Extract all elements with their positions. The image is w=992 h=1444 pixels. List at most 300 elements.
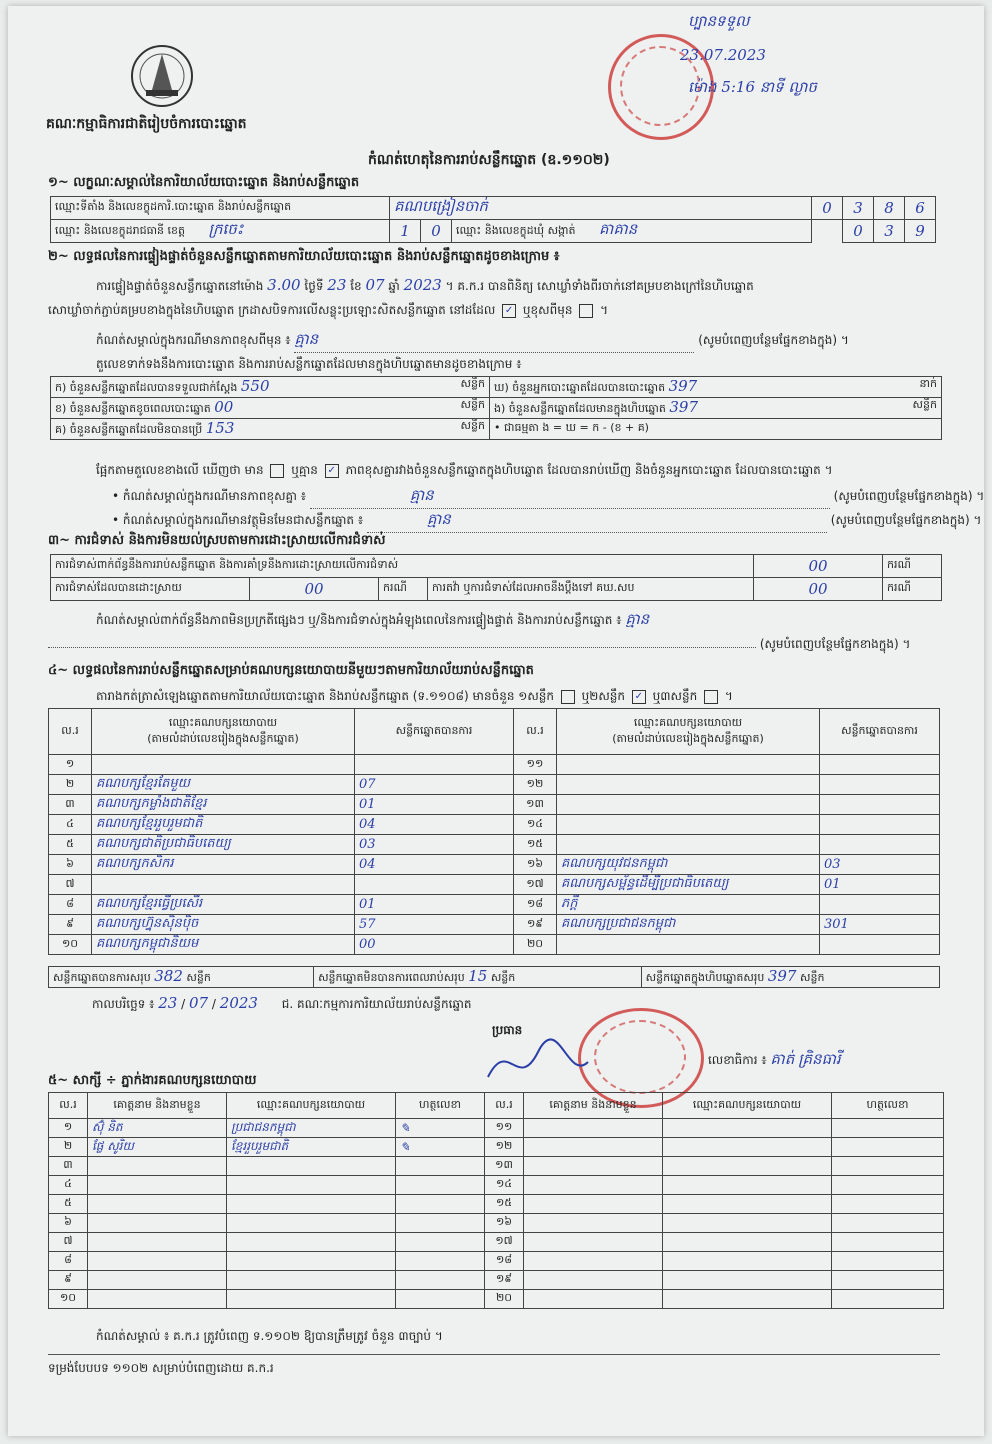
chair-signature	[478, 1032, 598, 1096]
fill-more-note: (សូមបំពេញបន្ថែមផ្នែកខាងក្នុង) ។	[830, 513, 982, 527]
verify-line1-end: ។ គ.ក.រ បានពិនិត្យ សោឃ្លាំទាំងពីរចាក់នៅគម្របខាងក្រៅនៃហិបឆ្នោត	[445, 279, 754, 293]
persons-unit: នាក់	[919, 377, 937, 390]
compare-line	[96, 462, 833, 480]
date-day: 23	[158, 994, 178, 1012]
witness-party	[663, 1176, 832, 1195]
total-invalid-label: សន្លឹកឆ្នោតមិនបានការពេលរាប់សរុប	[318, 971, 465, 984]
party-votes: 04	[355, 815, 514, 835]
committee-label: ជ. គណៈកម្មការការិយាល័យរាប់សន្លឹកឆ្នោត	[281, 997, 472, 1011]
party-name	[557, 835, 820, 855]
party-no: ៧	[49, 875, 92, 895]
witness-signature	[832, 1176, 944, 1195]
fill-more-note: (សូមបំពេញបន្ថែមផ្នែកខាងក្នុង) ។	[833, 489, 985, 503]
party-name	[557, 775, 820, 795]
verify-note-label: កំណត់សម្គាល់ក្នុងករណីមានភាពខុសពីមុន ៖	[96, 333, 291, 347]
witness-signature	[396, 1233, 485, 1252]
witness-no: ២	[49, 1138, 88, 1157]
witness-signature	[396, 1252, 485, 1271]
witness-signature	[396, 1176, 485, 1195]
witness-party	[227, 1195, 396, 1214]
box-ballots-value: 397	[669, 398, 699, 416]
form-page	[8, 6, 984, 1436]
col-sign-header: ហត្ថលេខា	[832, 1093, 944, 1119]
table-row	[49, 1138, 944, 1157]
diff-note-line	[112, 486, 984, 509]
witness-party	[663, 1290, 832, 1309]
verify-line2: សោឃ្លាំចាក់ភ្ជាប់គម្របខាងក្នុងនៃហិបឆ្នោត ក្រដាសបិទការលើសន្លុះប្រឡោះសិតសន្លឹកឆ្នោត នៅដដែល ✓ ឬខុសពីមុន ។	[48, 303, 608, 317]
verify-time: 3.00	[267, 276, 301, 294]
verify-month: 07	[365, 276, 385, 294]
figures-intro: តួលេខទាក់ទងនឹងការបោះឆ្នោត និងការរាប់សន្លឹកឆ្នោតដែលមានក្នុងហិបឆ្នោតមានដូចខាងក្រោម ៖	[96, 357, 522, 371]
witness-name	[88, 1214, 227, 1233]
col-party-header-line2: (តាមលំដាប់លេខរៀងក្នុងសន្លឹកឆ្នោត)	[147, 731, 299, 745]
party-votes	[820, 815, 940, 835]
witness-party	[663, 1157, 832, 1176]
witness-name	[88, 1252, 227, 1271]
case-unit: ករណី	[883, 578, 942, 601]
table-row	[49, 1252, 944, 1271]
tally-sheet-intro: តារាងកត់ត្រាសំឡេងឆ្នោតតាមការិយាល័យបោះឆ្នោត និងរាប់សន្លឹកឆ្នោត (ទ.១១០៨) មានចំនួន ១សន្លឹក	[96, 689, 554, 703]
has-difference-checkbox[interactable]	[270, 464, 284, 478]
party-votes	[355, 755, 514, 775]
verify-day: 23	[327, 276, 347, 294]
party-no: ១៥	[514, 835, 557, 855]
commune-code-digit: 9	[905, 220, 936, 243]
commune-cell	[452, 220, 812, 243]
end-mark: ។	[724, 689, 733, 703]
witness-name	[88, 1157, 227, 1176]
table-row	[49, 1271, 944, 1290]
col-votes-header: សន្លឹកឆ្នោតបានការ	[820, 709, 940, 755]
party-name: គណបក្សជាតិប្រជាធិបតេយ្យ	[92, 835, 355, 855]
date-year: 2023	[219, 994, 258, 1012]
col-party-header-line2: (តាមលំដាប់លេខរៀងក្នុងសន្លឹកឆ្នោត)	[612, 731, 764, 745]
witness-name	[88, 1176, 227, 1195]
unit-label: សន្លឹក	[799, 971, 825, 984]
complaints-table	[50, 554, 942, 601]
witness-party: ខ្មែររួបរួមជាតិ	[227, 1138, 396, 1157]
spoiled-ballots-label: ខ) ចំនួនសន្លឹកឆ្នោតខូចពេលបោះឆ្នោត	[55, 402, 211, 415]
section3-heading: ៣~ ការជំទាស់ និងការមិនយល់ស្របតាមការដោះស្រាយលើការជំទាស់	[48, 533, 386, 548]
party-votes: 01	[355, 795, 514, 815]
witness-name	[524, 1271, 663, 1290]
witness-name	[88, 1233, 227, 1252]
irregularity-note-value: គ្មាន	[625, 610, 650, 628]
verify-line2-text: សោឃ្លាំចាក់ភ្ជាប់គម្របខាងក្នុងនៃហិបឆ្នោត ក្រដាសបិទការលើសន្លុះប្រឡោះសិតសន្លឹកឆ្នោត នៅដដែល	[48, 303, 496, 317]
witness-no: ១៦	[485, 1214, 524, 1233]
table-row	[49, 1195, 944, 1214]
witness-no: ៨	[49, 1252, 88, 1271]
witness-party	[663, 1119, 832, 1138]
verify-note-value: គ្មាន	[294, 330, 694, 353]
party-no: ១១	[514, 755, 557, 775]
total-box-value: 397	[767, 967, 797, 985]
date-line: កាលបរិច្ឆេទ ៖ 23 / 07 / 2023 ជ. គណៈកម្មការការិយាល័យរាប់សន្លឹកឆ្នោត	[92, 994, 472, 1012]
witness-signature	[396, 1195, 485, 1214]
same-checkbox[interactable]: ✓	[502, 304, 516, 318]
secretary-line: លេខាធិការ ៖ គាត់ គ្រិនធារី	[708, 1050, 841, 1068]
party-name: គណបក្សកសិករ	[92, 855, 355, 875]
witness-signature	[396, 1290, 485, 1309]
commune-code-digit: 3	[874, 220, 905, 243]
formula-text: • ជាធម្មតា ង = ឃ = ក - (ខ + គ)	[490, 419, 942, 440]
witness-party	[227, 1252, 396, 1271]
witness-name	[524, 1252, 663, 1271]
object-note-line	[112, 510, 981, 533]
witness-no: ១៩	[485, 1271, 524, 1290]
party-no: ១០	[49, 935, 92, 955]
s1-row2-label	[51, 220, 390, 243]
party-name: គណបក្សខ្មែរតែមួយ	[92, 775, 355, 795]
witness-no: ១០	[49, 1290, 88, 1309]
party-name: គណបក្សហ្វ៊ុនស៊ិនប៉ិច	[92, 915, 355, 935]
nec-emblem-icon	[128, 40, 196, 112]
two-sheets-checkbox[interactable]: ✓	[632, 690, 646, 704]
witness-name	[524, 1233, 663, 1252]
party-votes	[355, 875, 514, 895]
diff-note-label: • កំណត់សម្គាល់ក្នុងករណីមានភាពខុសគ្នា ៖	[112, 489, 307, 503]
witness-no: ១៤	[485, 1176, 524, 1195]
witness-no: ៤	[49, 1176, 88, 1195]
witness-name	[524, 1157, 663, 1176]
witness-party	[663, 1214, 832, 1233]
table-row	[49, 1214, 944, 1233]
total-valid-value: 382	[154, 967, 183, 985]
col-votes-header: សន្លឹកឆ្នោតបានការ	[355, 709, 514, 755]
witness-party	[227, 1290, 396, 1309]
col-party-header-line1: ឈ្មោះគណបក្សនយោបាយ	[168, 715, 278, 729]
province-code-digit: 0	[421, 220, 452, 243]
section1-table	[50, 196, 936, 243]
unit-label: សន្លឹក	[460, 419, 485, 432]
witness-signature: ✎	[396, 1119, 485, 1138]
witness-signature	[832, 1138, 944, 1157]
party-name: គណបក្សកម្លាំងជាតិខ្មែរ	[92, 795, 355, 815]
witness-party	[663, 1271, 832, 1290]
party-name	[557, 795, 820, 815]
footer-divider	[48, 1354, 940, 1355]
verify-day-label: ថ្ងៃទី	[304, 279, 324, 293]
table-row	[49, 755, 940, 775]
party-votes	[820, 835, 940, 855]
commune-code-digit: 0	[843, 220, 874, 243]
three-sheets-checkbox[interactable]	[704, 690, 718, 704]
section4-heading: ៤~ លទ្ធផលនៃការរាប់សន្លឹកឆ្នោតសម្រាប់គណបក្សនយោបាយនីមួយៗតាមការិយាល័យរាប់សន្លឹកឆ្នោត	[48, 663, 534, 678]
party-votes	[820, 895, 940, 915]
col-no-header: ល.រ	[49, 709, 92, 755]
party-no: ១៨	[514, 895, 557, 915]
party-votes: 04	[355, 855, 514, 875]
three-sheets-label: ឬ៣សន្លឹក	[652, 689, 698, 703]
witness-party	[663, 1138, 832, 1157]
compare-has-label: ផ្អែកតាមតួលេខខាងលើ ឃើញថា មាន	[96, 463, 264, 477]
spoiled-ballots-value: 00	[214, 398, 234, 416]
col-no-header: ល.រ	[49, 1093, 88, 1119]
table-row	[49, 795, 940, 815]
compare-text: ភាពខុសគ្នារវាងចំនួនសន្លឹកឆ្នោតក្នុងហិបឆ្នោត ដែលបានរាប់ឃើញ និងចំនួនអ្នកបោះឆ្នោត ដែលបានបោះឆ្នោត ។	[345, 463, 833, 477]
verify-time-label: ការផ្ទៀងផ្ទាត់ចំនួនសន្លឹកឆ្នោតនៅម៉ោង	[96, 279, 264, 293]
case-unit: ករណី	[379, 578, 428, 601]
party-name	[92, 755, 355, 775]
col-party-header	[92, 709, 355, 755]
col-sign-header: ហត្ថលេខា	[396, 1093, 485, 1119]
party-name: គណបក្សប្រជាជនកម្ពុជា	[557, 915, 820, 935]
secretary-name: គ្រិនធារី	[798, 1050, 841, 1068]
witness-party	[663, 1233, 832, 1252]
different-label: ឬខុសពីមុន	[522, 303, 573, 317]
unit-label: សន្លឹក	[186, 971, 211, 984]
witness-signature	[832, 1214, 944, 1233]
party-votes: 01	[820, 875, 940, 895]
witness-name: ផ្លែ សូរិយ	[88, 1138, 227, 1157]
witness-name	[524, 1119, 663, 1138]
commune-label: ឈ្មោះ និងលេខក្ខុដឃុំ សង្កាត់	[456, 224, 576, 237]
diff-note-value: គ្មាន	[310, 486, 830, 509]
party-no: ៩	[49, 915, 92, 935]
no-difference-checkbox[interactable]: ✓	[325, 464, 339, 478]
table-row	[49, 1176, 944, 1195]
received-ballots-value: 550	[240, 377, 270, 395]
witness-name	[88, 1290, 227, 1309]
commune-value: គាគាន	[599, 220, 638, 238]
unused-ballots-value: 153	[205, 419, 235, 437]
party-no: ៨	[49, 895, 92, 915]
witness-signature	[832, 1233, 944, 1252]
party-name: ភក្តី	[557, 895, 820, 915]
party-no: ៥	[49, 835, 92, 855]
witness-signature	[832, 1290, 944, 1309]
form-footer: ទម្រង់បែបបទ ១១០២ សម្រាប់បំពេញដោយ គ.ក.រ	[48, 1361, 274, 1375]
party-no: ១២	[514, 775, 557, 795]
table-row	[49, 815, 940, 835]
s1-code-digit: 3	[843, 197, 874, 220]
date-label: កាលបរិច្ឆេទ ៖	[92, 997, 155, 1011]
witness-name	[88, 1271, 227, 1290]
witness-party	[227, 1176, 396, 1195]
different-checkbox[interactable]	[579, 304, 593, 318]
witness-no: ៧	[49, 1233, 88, 1252]
witness-signature	[396, 1271, 485, 1290]
verify-month-label: ខែ	[350, 279, 362, 293]
section5-heading: ៥~ សាក្សី ÷ ភ្នាក់ងារគណបក្សនយោបាយ	[48, 1073, 257, 1088]
party-no: ៦	[49, 855, 92, 875]
party-no: ១៣	[514, 795, 557, 815]
table-row	[49, 775, 940, 795]
col-party-header: ឈ្មោះគណបក្សនយោបាយ	[663, 1093, 832, 1119]
s1-code-digit: 6	[905, 197, 936, 220]
table-row	[49, 895, 940, 915]
party-votes: 57	[355, 915, 514, 935]
witness-signature	[832, 1157, 944, 1176]
province-value: ក្រចេះ	[208, 220, 244, 238]
province-label: ឈ្មោះ និងលេខក្ខុដរាជធានី ខេត្ត	[55, 224, 185, 237]
voters-label: ឃ) ចំនួនអ្នកបោះឆ្នោតដែលបានបោះឆ្នោត	[494, 381, 666, 394]
witness-party: ប្រជាជនកម្ពុជា	[227, 1119, 396, 1138]
witness-no: ៩	[49, 1271, 88, 1290]
col-name-header: គោត្តនាម និងនាមខ្លួន	[524, 1093, 663, 1119]
case-unit: ករណី	[883, 555, 942, 578]
witness-no: ៦	[49, 1214, 88, 1233]
witness-no: ១២	[485, 1138, 524, 1157]
witness-name	[524, 1290, 663, 1309]
col-no-header: ល.រ	[485, 1093, 524, 1119]
col-name-header: គោត្តនាម និងនាមខ្លួន	[88, 1093, 227, 1119]
appeal-complaints-label: ការតវ៉ា ឬការជំទាស់ដែលអាចនឹងប្តឹងទៅ គឃ.សប	[428, 578, 754, 601]
witness-party	[663, 1195, 832, 1214]
complaint-row1-label: ការជំទាស់ពាក់ព័ន្ធនឹងការរាប់សន្លឹកឆ្នោត និងការគាំទ្រនឹងការដោះស្រាយលើការជំទាស់	[55, 558, 399, 571]
figures-table	[50, 376, 942, 440]
party-votes	[820, 795, 940, 815]
fill-more-note: (សូមបំពេញបន្ថែមផ្នែកខាងក្នុង) ។	[759, 637, 911, 651]
received-ballots-label: ក) ចំនួនសន្លឹកឆ្នោតដែលបានទទួលជាក់ស្តែង	[55, 381, 238, 394]
witness-party	[663, 1252, 832, 1271]
footnote: កំណត់សម្គាល់ ៖ គ.ក.រ ត្រូវបំពេញ ទ.១១០២ ឱ្យបានត្រឹមត្រូវ ចំនួន ៣ច្បាប់ ។	[96, 1329, 443, 1343]
party-votes	[820, 775, 940, 795]
resolved-complaints-label: ការជំទាស់ដែលបានដោះស្រាយ	[51, 578, 250, 601]
witness-signature	[832, 1195, 944, 1214]
verify-note-line	[96, 330, 849, 353]
party-no: ១៩	[514, 915, 557, 935]
witness-no: ១៥	[485, 1195, 524, 1214]
witness-name: ស៊ុំ និត	[88, 1119, 227, 1138]
committee-stamp-inner	[594, 1020, 686, 1094]
party-name	[557, 815, 820, 835]
irregularity-note-line	[96, 610, 649, 632]
table-row	[49, 835, 940, 855]
object-note-value: គ្មាន	[367, 510, 827, 533]
party-name: គណបក្សកម្ពុជានិយម	[92, 935, 355, 955]
table-row	[49, 875, 940, 895]
witness-party	[227, 1271, 396, 1290]
verify-year: 2023	[403, 276, 442, 294]
witness-signature	[832, 1271, 944, 1290]
party-no: ១៧	[514, 875, 557, 895]
party-name: គណបក្សសម្ព័ន្ធដើម្បីប្រជាធិបតេយ្យ	[557, 875, 820, 895]
table-row	[49, 855, 940, 875]
witness-table	[48, 1092, 944, 1309]
object-note-label: • កំណត់សម្គាល់ក្នុងករណីមានវត្ថុមិនមែនជាសន្លឹកឆ្នោត ៖	[112, 513, 364, 527]
col-party-header: ឈ្មោះគណបក្សនយោបាយ	[227, 1093, 396, 1119]
col-party-header	[557, 709, 820, 755]
complaint-row1-value: 00	[754, 555, 883, 578]
unit-label: សន្លឹក	[912, 398, 937, 411]
table-row	[49, 1119, 944, 1138]
party-votes: 01	[355, 895, 514, 915]
secretary-label: លេខាធិការ	[708, 1053, 758, 1067]
witness-no: ១១	[485, 1119, 524, 1138]
fill-more-note: (សូមបំពេញបន្ថែមផ្នែកខាងក្នុង) ។	[698, 333, 849, 347]
party-no: ១	[49, 755, 92, 775]
compare-none-label: ឬគ្មាន	[291, 463, 318, 477]
total-valid-label: សន្លឹកឆ្នោតបានការសរុប	[53, 971, 151, 984]
committee-name: គណៈកម្មាធិការជាតិរៀបចំការបោះឆ្នោត	[46, 116, 247, 132]
unit-label: សន្លឹក	[460, 398, 485, 411]
witness-no: ៥	[49, 1195, 88, 1214]
witness-name	[524, 1138, 663, 1157]
party-name: គណបក្សខ្មែរធ្វើប្រសើរ	[92, 895, 355, 915]
party-votes: 301	[820, 915, 940, 935]
witness-no: ១៣	[485, 1157, 524, 1176]
party-votes	[820, 935, 940, 955]
witness-party	[227, 1214, 396, 1233]
voters-value: 397	[668, 377, 698, 395]
page-title: កំណត់ហេតុនៃការរាប់សន្លឹកឆ្នោត (ឧ.១១០២)	[368, 152, 610, 168]
party-no: ១៤	[514, 815, 557, 835]
party-no: ១៦	[514, 855, 557, 875]
resolved-complaints-value: 00	[250, 578, 379, 601]
witness-signature: ✎	[396, 1138, 485, 1157]
party-votes	[820, 755, 940, 775]
witness-no: ១	[49, 1119, 88, 1138]
party-votes: 03	[820, 855, 940, 875]
tally-sheet-line	[96, 688, 733, 706]
table-row	[49, 935, 940, 955]
witness-signature	[832, 1119, 944, 1138]
col-party-header-line1: ឈ្មោះគណបក្សនយោបាយ	[633, 715, 743, 729]
verify-year-label: ឆ្នាំ	[388, 279, 400, 293]
witness-name	[524, 1195, 663, 1214]
party-name	[557, 935, 820, 955]
party-no: ២	[49, 775, 92, 795]
party-name	[92, 875, 355, 895]
one-sheet-checkbox[interactable]	[561, 690, 575, 704]
witness-no: ១៧	[485, 1233, 524, 1252]
party-votes: 03	[355, 835, 514, 855]
witness-name	[524, 1214, 663, 1233]
unused-ballots-label: គ) ចំនួនសន្លឹកឆ្នោតដែលមិនបានប្រើ	[55, 423, 203, 436]
table-row	[49, 1157, 944, 1176]
table-row	[49, 1290, 944, 1309]
table-row	[49, 915, 940, 935]
irregularity-fill-line	[48, 636, 940, 654]
party-name: គណបក្សយុវជនកម្ពុជា	[557, 855, 820, 875]
witness-party	[227, 1157, 396, 1176]
stamp-received-text: ប្បានទទួល	[688, 12, 750, 30]
witness-no: ៣	[49, 1157, 88, 1176]
two-sheets-label: ឬ២សន្លឹក	[581, 689, 626, 703]
total-box-label: សន្លឹកឆ្នោតក្នុងហិបឆ្នោតសរុប	[645, 971, 765, 984]
witness-name	[88, 1195, 227, 1214]
stamp-date: 23.07.2023	[680, 46, 766, 64]
stamp-time: ម៉ោង 5:16 នាទី ល្ងាច	[688, 78, 817, 96]
unit-label: សន្លឹក	[460, 377, 485, 390]
irregularity-note-label: កំណត់សម្គាល់ពាក់ព័ន្ធនឹងភាពមិនប្រក្រតីផ្សេងៗ ឬ/និងការជំទាស់ក្នុងអំឡុងពេលនៃការផ្ទៀងផ្ទាត់ និងការរាប់សន្លឹកឆ្នោត ៖	[96, 613, 622, 627]
chair-label: ប្រធាន	[492, 1023, 523, 1037]
section1-heading: ១~ លក្ខណៈសម្គាល់នៃការិយាល័យបោះឆ្នោត និងរាប់សន្លឹកឆ្នោត	[48, 175, 360, 190]
unit-label: សន្លឹក	[490, 971, 516, 984]
table-row	[49, 1233, 944, 1252]
complaint-row1	[51, 555, 754, 578]
party-votes: 07	[355, 775, 514, 795]
witness-no: ១៨	[485, 1252, 524, 1271]
witness-no: ២០	[485, 1290, 524, 1309]
witness-signature	[396, 1214, 485, 1233]
totals-table	[48, 966, 940, 988]
s1-row1-value: គណបង្រៀនចាក់	[390, 197, 812, 220]
verify-line1	[96, 276, 754, 296]
party-name: គណបក្សខ្មែររួបរួមជាតិ	[92, 815, 355, 835]
party-no: ៤	[49, 815, 92, 835]
secretary-signature: គាត់	[770, 1050, 795, 1068]
party-name	[557, 755, 820, 775]
party-results-table	[48, 708, 940, 955]
appeal-complaints-value: 00	[754, 578, 883, 601]
party-votes: 00	[355, 935, 514, 955]
party-no: ២០	[514, 935, 557, 955]
witness-signature	[396, 1157, 485, 1176]
witness-name	[524, 1176, 663, 1195]
col-no-header: ល.រ	[514, 709, 557, 755]
